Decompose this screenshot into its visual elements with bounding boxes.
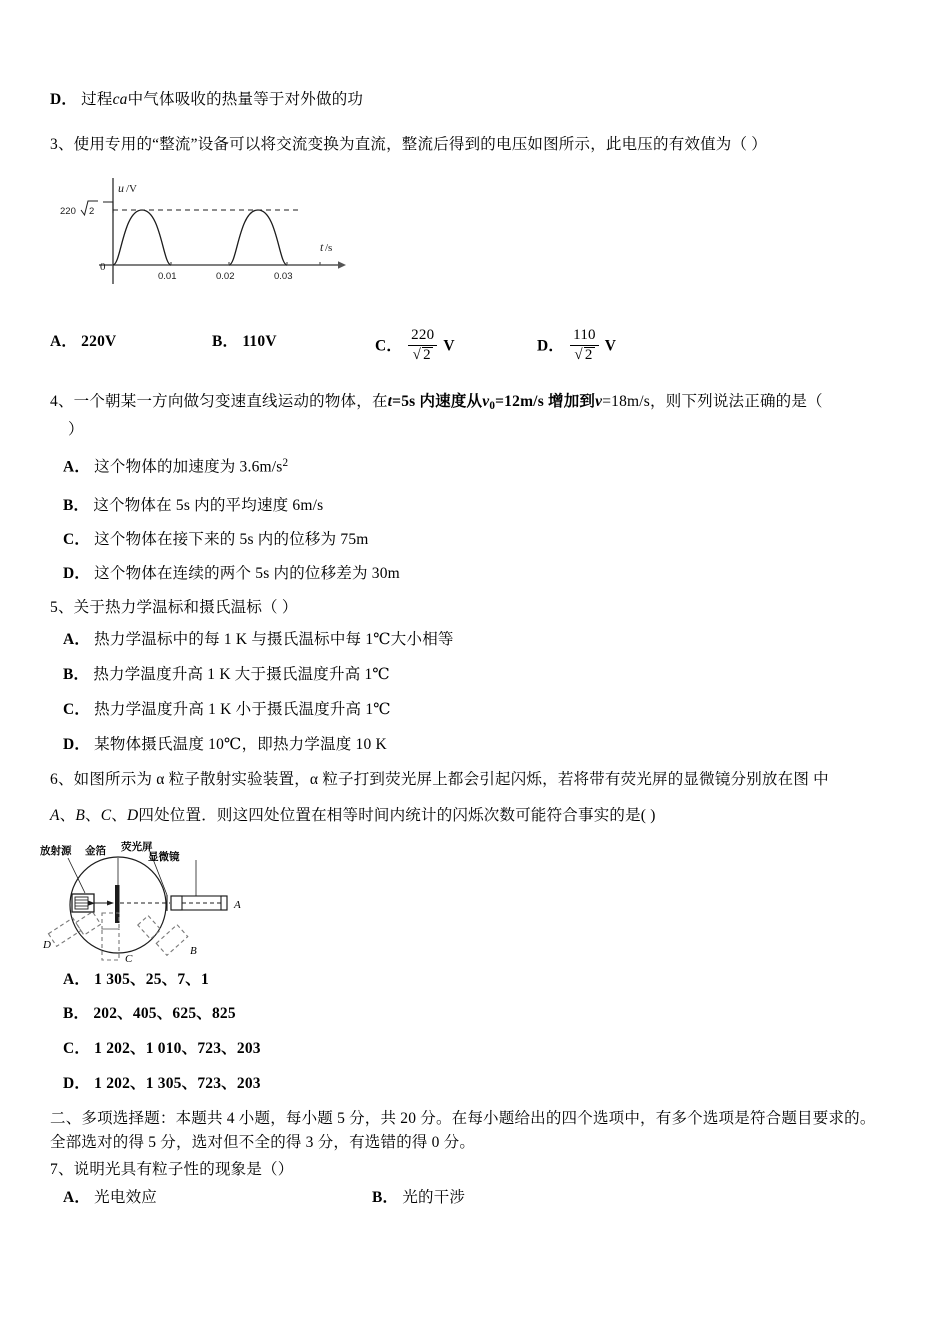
q3-option-d-numerator: 110 [570,328,599,346]
waveform-origin-label: 0 [100,261,106,273]
q4-option-a-exponent: 2 [282,457,289,469]
q4-option-b [63,494,323,517]
waveform-y-axis-label: u [118,181,124,195]
q4-stem-italic-v0: v [482,393,490,410]
q6-option-b-label: B． [63,1005,90,1022]
q6-pos-d: D [127,807,139,824]
q6-pos-a: A [50,807,60,824]
q3-option-d-fraction [570,328,599,364]
q3-option-b [212,330,277,353]
q3-option-d-unit: V [604,337,617,355]
alpha-position-c: C [125,953,133,965]
q5-option-c-label: C． [63,701,91,718]
q6-sep-1: 、 [59,807,76,824]
q5-option-b [63,663,390,686]
q3-option-c-radicand: 2 [423,346,431,363]
q4-option-a-label: A． [63,458,91,476]
q6-option-d [63,1072,261,1095]
q2-option-d-text-a: 过程 [81,91,113,108]
q6-option-a-text: 1 305、25、7、1 [94,971,209,988]
q4-stem-d: =18m/s，则下列说法正确的是（ [602,393,823,410]
q3-option-a-text: 220V [81,333,117,350]
waveform-tick-001: 0.01 [158,271,177,282]
q4-option-a-text: 这个物体的加速度为 3.6m/s [94,458,283,476]
q7-option-a-label: A． [63,1189,91,1206]
alpha-label-screen: 荧光屏 [121,842,153,853]
q6-pos-b: B [75,807,86,824]
q5-option-a-text: 热力学温标中的每 1 K 与摄氏温标中每 1℃大小相等 [94,631,454,648]
q4-option-d [63,562,400,585]
section2-line1: 二、多项选择题：本题共 4 小题，每小题 5 分，共 20 分。在每小题给出的四个选项中，有多个选项是符合题目要求的。 [50,1110,876,1127]
waveform-peak-radicand: 2 [89,206,95,217]
q3-option-d-denominator: √ 2 [574,346,593,363]
q4-stem-line1 [50,390,823,415]
q7-option-a-text: 光电效应 [94,1189,157,1206]
q5-option-a-label: A． [63,631,91,648]
q4-stem-b: =5s 内速度从 [392,393,483,410]
q4-stem-a: 4、一个朝某一方向做匀变速直线运动的物体，在 [50,393,388,410]
q6-option-c-text: 1 202、1 010、723、203 [94,1040,261,1057]
q6-alpha-scattering-figure [30,840,260,965]
q6-stem-tail: 四处位置．则这四处位置在相等时间内统计的闪烁次数可能符合事实的是( ) [138,807,656,824]
q5-stem: 5、关于热力学温标和摄氏温标（ ） [50,599,298,616]
q3-option-c-numerator: 220 [408,328,437,346]
q4-stem-c: =12m/s 增加到 [495,393,596,410]
q3-option-c-denominator: √ 2 [412,346,431,363]
q4-option-c [63,528,369,551]
q4-option-c-text: 这个物体在接下来的 5s 内的位移为 75m [94,531,369,548]
q6-pos-c: C [100,807,112,824]
waveform-tick-002: 0.02 [216,271,235,282]
q2-option-d-text-b: 中气体吸收的热量等于对外做的功 [127,91,364,108]
section2-line2: 全部选对的得 5 分，选对但不全的得 3 分，有选错的得 0 分。 [50,1134,476,1151]
q6-option-d-text: 1 202、1 305、723、203 [94,1075,261,1092]
alpha-label-source: 放射源 [40,846,72,857]
q3-option-a [50,330,116,353]
q5-option-b-text: 热力学温度升高 1 K 大于摄氏温度升高 1℃ [93,666,390,683]
q6-option-a [63,968,209,991]
q4-option-d-text: 这个物体在连续的两个 5s 内的位移差为 30m [94,565,400,582]
waveform-y-axis-unit: /V [126,183,137,195]
q7-option-b [372,1186,465,1209]
q7-option-b-text: 光的干涉 [402,1189,466,1206]
q6-stem-line1: 6、如图所示为 α 粒子散射实验装置，α 粒子打到荧光屏上都会引起闪烁，若将带有荧光屏的显微镜分别放在图 中 [50,771,829,788]
q7-stem: 7、说明光具有粒子性的现象是（） [50,1161,294,1178]
q6-option-c-label: C． [63,1040,91,1057]
q6-sep-3: 、 [111,807,127,824]
alpha-position-d: D [43,939,51,951]
waveform-peak-value: 220 [60,206,76,217]
q4-option-d-label: D． [63,565,91,582]
q6-option-d-label: D． [63,1075,91,1092]
waveform-tick-003: 0.03 [274,271,293,282]
q2-option-d-label: D． [50,91,78,108]
q3-stem: 3、使用专用的“整流”设备可以将交流变换为直流，整流后得到的电压如图所示，此电压的有效值为（ ） [50,136,767,153]
alpha-label-gold-foil: 金箔 [85,846,106,857]
q2-option-d [50,88,363,111]
q2-option-d-italic: ca [112,91,128,108]
q3-option-a-label: A． [50,333,78,350]
q3-option-b-text: 110V [242,333,277,350]
q4-option-b-label: B． [63,497,90,514]
q6-option-c [63,1037,261,1060]
q3-waveform-figure [55,172,385,287]
q5-option-d-text: 某物体摄氏温度 10℃，即热力学温度 10 K [94,736,387,753]
q5-option-b-label: B． [63,666,90,683]
q5-option-a [63,628,454,651]
q6-option-b-text: 202、405、625、825 [93,1005,236,1022]
alpha-position-b: B [190,945,197,957]
q7-option-a [63,1186,157,1209]
q6-stem-line2 [50,804,656,827]
q4-stem-italic-t: t [387,393,393,410]
q6-option-b [63,1002,236,1025]
q5-option-d-label: D． [63,736,91,753]
q4-option-c-label: C． [63,531,91,548]
q3-option-d [537,328,616,364]
q3-option-d-radicand: 2 [584,346,593,363]
q4-option-b-text: 这个物体在 5s 内的平均速度 6m/s [93,497,324,514]
q3-option-c-unit: V [443,337,455,355]
alpha-position-a: A [234,899,241,911]
q3-option-d-label: D． [537,337,565,355]
alpha-label-microscope: 显微镜 [148,852,180,863]
q4-stem-line2: ） [68,421,84,438]
q3-option-b-label: B． [212,333,239,350]
q5-option-d [63,733,387,756]
q7-option-b-label: B． [372,1189,399,1206]
q6-option-a-label: A． [63,971,91,988]
q3-option-c [375,328,455,364]
q4-stem-italic-v: v [595,393,603,410]
waveform-x-axis-label: t [320,240,324,254]
q5-option-c [63,698,391,721]
q5-option-c-text: 热力学温度升高 1 K 小于摄氏温度升高 1℃ [94,701,391,718]
q4-option-a [63,455,288,479]
q3-option-c-fraction [408,328,437,364]
waveform-x-axis-unit: /s [325,242,333,254]
q6-sep-2: 、 [85,807,101,824]
q3-option-c-label: C． [375,337,403,355]
q4-stem-v0-subscript: 0 [489,400,496,413]
